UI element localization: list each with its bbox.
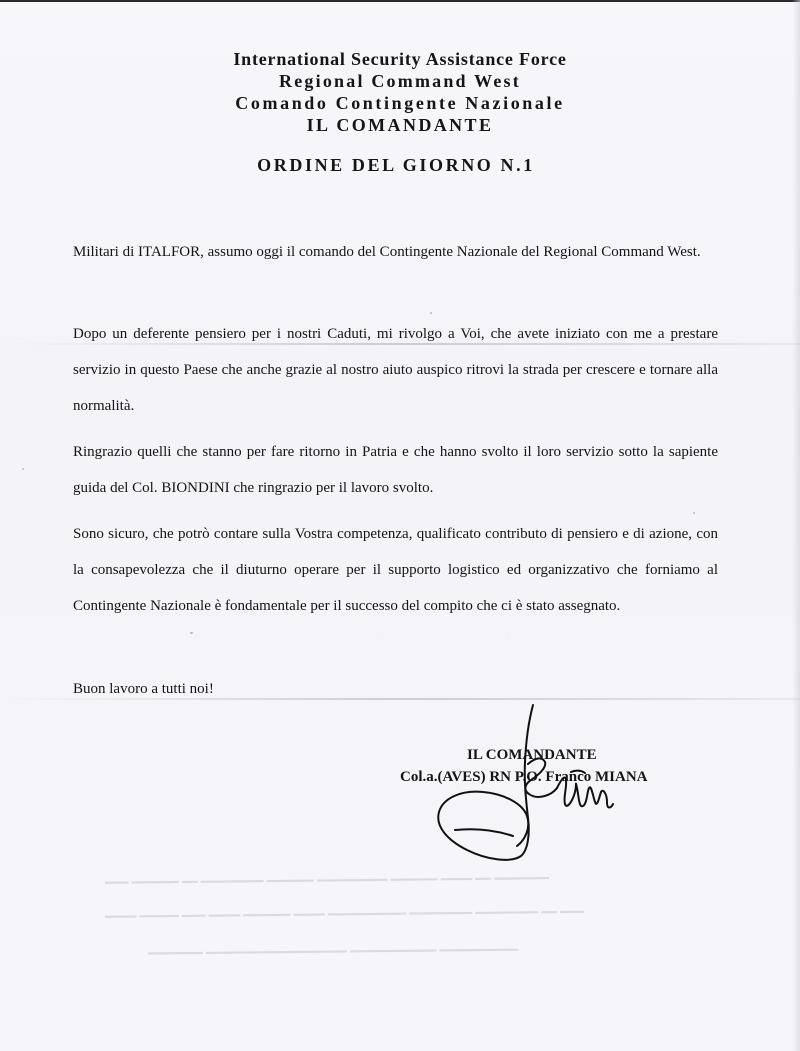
order-title: ORDINE DEL GIORNO N.1 — [257, 155, 535, 175]
paper-speck — [190, 632, 193, 634]
paper-speck — [693, 512, 695, 514]
paper-speck — [430, 312, 432, 314]
letterhead-line-comando: Comando Contingente Nazionale — [235, 93, 565, 113]
paragraph-text: Buon lavoro a tutti noi! — [73, 681, 214, 697]
letterhead-line-isaf: International Security Assistance Force — [233, 49, 567, 69]
letterhead-line-rcw: Regional Command West — [279, 71, 521, 91]
show-through-text: ━━━━ ━━━━━ ━━━ ━━━━ ━━━━━━ ━━━━ ━━━━━━━━━━ ━━━━━━━━ ━━━━━━━━ ━━ ━━━ — [104, 904, 584, 925]
show-through-text: ━━━ ━━━━━━ ━━ ━━━━━━━━ ━━━━━━ ━━━━━━━━━ ━━━━━━ ━━━━ ━━ ━━━━━━━ — [104, 870, 550, 891]
paragraph-text: Dopo un deferente pensiero per i nostri Caduti, mi rivolgo a Voi, che avete iniziato con me a prestare servizio in questo Paese che anche grazie al nostro aiuto auspico ritrovi la strada per crescere e tornare alla normalità. — [73, 326, 718, 414]
signature-title: IL COMANDANTE — [467, 747, 597, 763]
handwritten-signature-icon — [425, 700, 625, 865]
paragraph-4 — [73, 516, 718, 624]
paragraph-2 — [73, 316, 718, 424]
scan-right-edge — [792, 0, 800, 1051]
paper-speck — [22, 468, 24, 470]
paragraph-1 — [73, 234, 718, 270]
letterhead — [0, 48, 800, 136]
paragraph-text: Ringrazio quelli che stanno per fare ritorno in Patria e che hanno svolto il loro servizio sotto la sapiente guida del Col. BIONDINI che ringrazio per il lavoro svolto. — [73, 444, 718, 496]
scan-top-edge — [0, 0, 800, 2]
show-through-text: ━━━━━━━ ━━━━━━━━━━━━━━━━━━ ━━━━━━━━━━━ ━━━━━━━━━━ — [147, 942, 518, 961]
paragraph-text: Sono sicuro, che potrò contare sulla Vostra competenza, qualificato contributo di pensiero e di azione, con la consapevolezza che il diuturno operare per il supporto logistico ed organizzativo che forniamo al Contingente Nazionale è fondamentale per il successo del compito che ci è stato assegnato. — [73, 526, 718, 614]
letterhead-line-comandante: IL COMANDANTE — [306, 115, 494, 135]
signature-name: Col.a.(AVES) RN P.O. Franco MIANA — [400, 769, 648, 785]
paragraph-text: Militari di ITALFOR, assumo oggi il comando del Contingente Nazionale del Regional Command West. — [73, 244, 701, 260]
paragraph-3 — [73, 434, 718, 506]
